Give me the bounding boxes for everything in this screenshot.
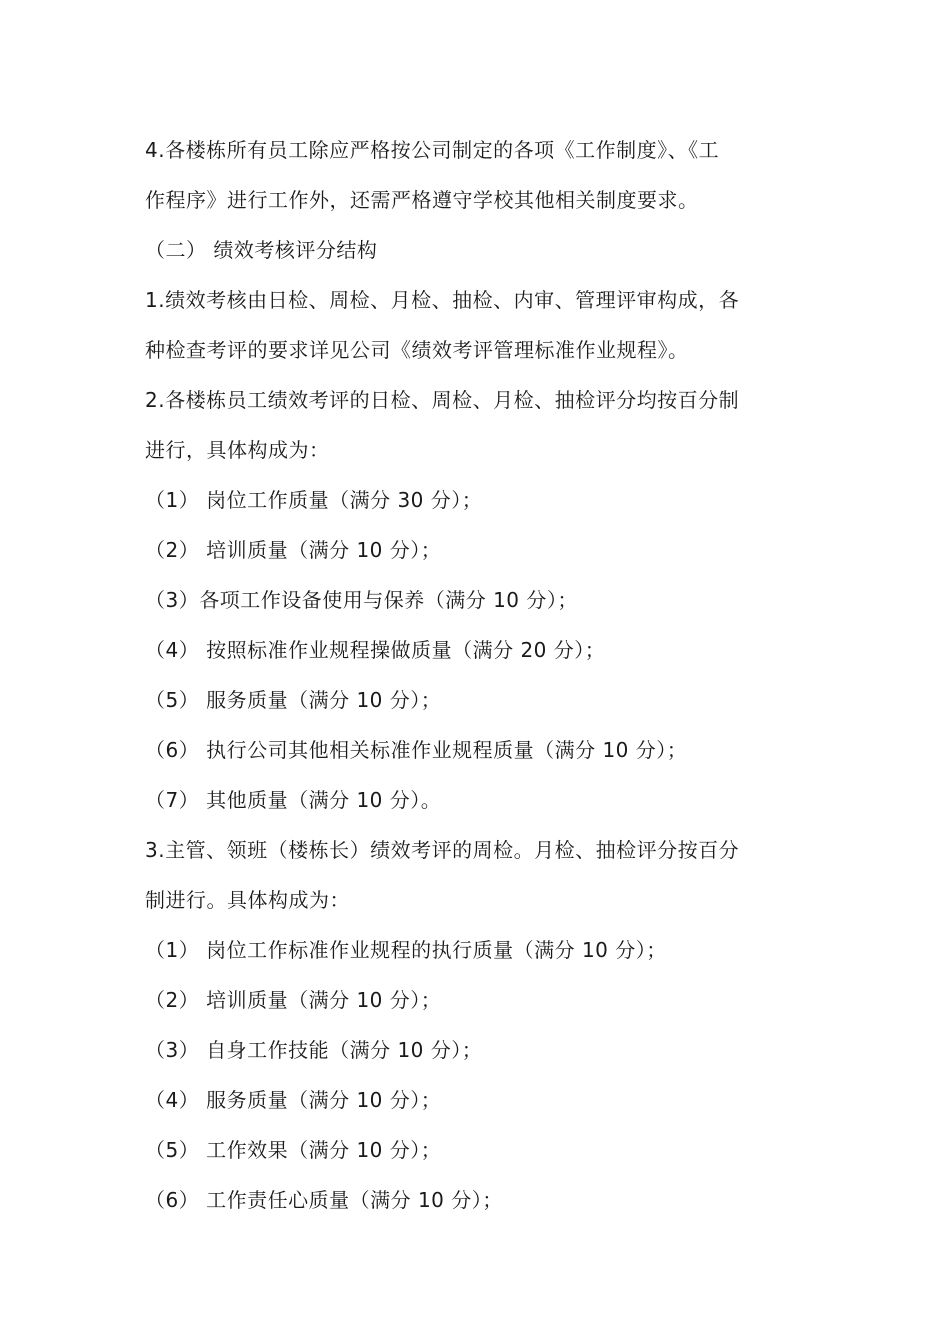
list-item: （7） 其他质量（满分 10 分）。 [145, 788, 442, 812]
list-item: （2） 培训质量（满分 10 分）； [145, 988, 442, 1012]
list-item: （3）各项工作设备使用与保养（满分 10 分）； [145, 588, 578, 612]
paragraph-line: 2.各楼栋员工绩效考评的日检、周检、月检、抽检评分均按百分制 [145, 388, 740, 412]
list-item: （5） 服务质量（满分 10 分）； [145, 688, 442, 712]
paragraph-line: 4.各楼栋所有员工除应严格按公司制定的各项《工作制度》、《工 [145, 138, 720, 162]
paragraph-line: 种检查考评的要求详见公司《绩效考评管理标准作业规程》。 [145, 338, 689, 362]
list-item: （1） 岗位工作标准作业规程的执行质量（满分 10 分）； [145, 938, 667, 962]
list-item: （1） 岗位工作质量（满分 30 分）； [145, 488, 483, 512]
list-item: （4） 按照标准作业规程操做质量（满分 20 分）； [145, 638, 606, 662]
list-item: （6） 工作责任心质量（满分 10 分）； [145, 1188, 503, 1212]
paragraph-line: 3.主管、领班（楼栋长）绩效考评的周检。月检、抽检评分按百分 [145, 838, 740, 862]
list-item: （2） 培训质量（满分 10 分）； [145, 538, 442, 562]
list-item: （4） 服务质量（满分 10 分）； [145, 1088, 442, 1112]
paragraph-line: 作程序》进行工作外，还需严格遵守学校其他相关制度要求。 [145, 188, 699, 212]
list-item: （3） 自身工作技能（满分 10 分）； [145, 1038, 483, 1062]
list-item: （5） 工作效果（满分 10 分）； [145, 1138, 442, 1162]
paragraph-line: 进行，具体构成为： [145, 438, 330, 462]
paragraph-line: 1.绩效考核由日检、周检、月检、抽检、内审、管理评审构成，各 [145, 288, 740, 312]
paragraph-line: 制进行。具体构成为： [145, 888, 350, 912]
section-heading: （二） 绩效考核评分结构 [145, 238, 378, 262]
list-item: （6） 执行公司其他相关标准作业规程质量（满分 10 分）； [145, 738, 688, 762]
